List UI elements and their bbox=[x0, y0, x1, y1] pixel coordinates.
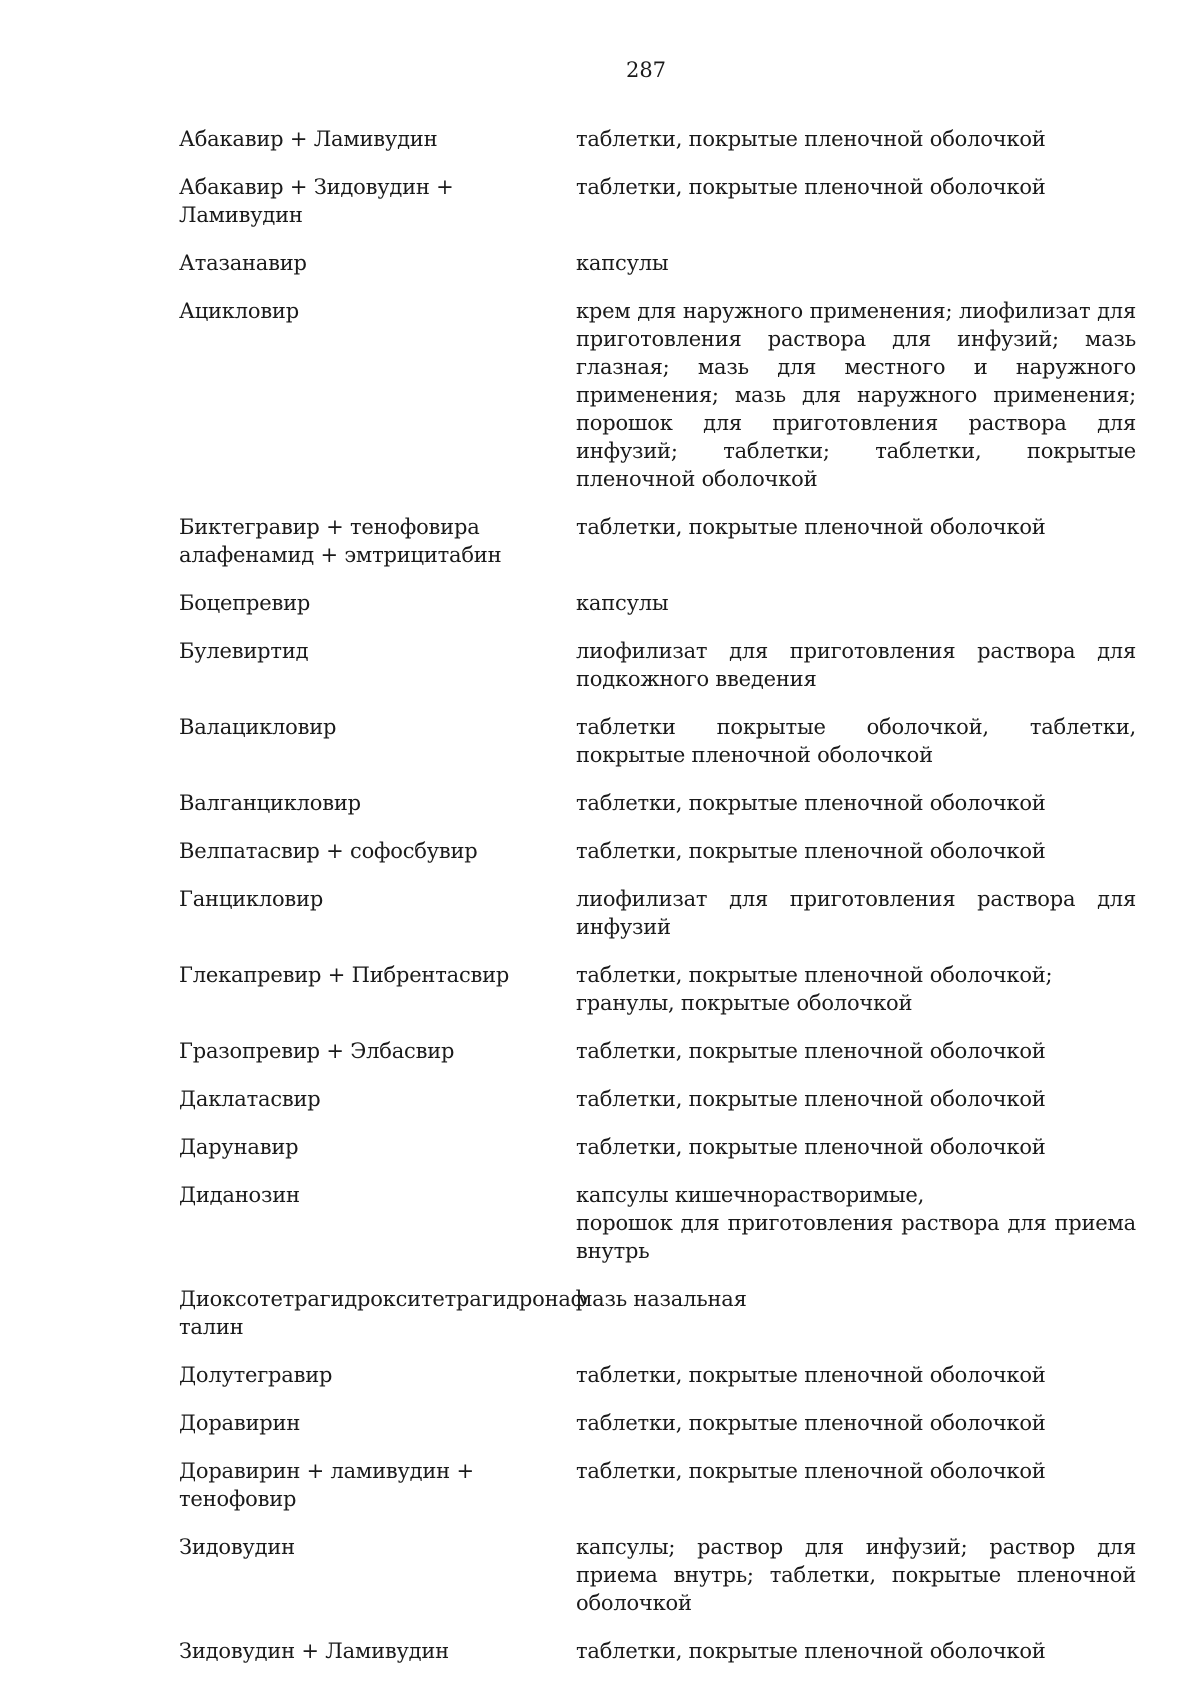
drug-name: Доравирин bbox=[179, 1411, 301, 1435]
drug-name: Даклатасвир bbox=[179, 1087, 321, 1111]
table-row bbox=[179, 1285, 1136, 1341]
drug-name: Боцепревир bbox=[179, 591, 311, 615]
drug-name: Абакавир + Зидовудин + Ламивудин bbox=[179, 175, 454, 227]
dosage-form: таблетки, покрытые пленочной оболочкой bbox=[576, 1039, 1046, 1063]
drug-name: Булевиртид bbox=[179, 639, 309, 663]
table-row bbox=[179, 1085, 1136, 1113]
dosage-form: таблетки, покрытые пленочной оболочкой bbox=[576, 839, 1046, 863]
drug-name: Диоксотетрагидрокситетрагидронаф талин bbox=[179, 1287, 587, 1339]
table-row bbox=[179, 1133, 1136, 1161]
dosage-form: таблетки, покрытые пленочной оболочкой; гранулы, покрытые оболочкой bbox=[576, 963, 1053, 1015]
dosage-form: таблетки, покрытые пленочной оболочкой bbox=[576, 127, 1046, 151]
drug-name: Зидовудин + Ламивудин bbox=[179, 1639, 449, 1663]
dosage-form: мазь назальная bbox=[576, 1287, 747, 1311]
dosage-form: таблетки, покрытые пленочной оболочкой bbox=[576, 1363, 1046, 1387]
drug-table bbox=[179, 125, 1136, 1685]
table-row bbox=[179, 713, 1136, 769]
dosage-form: капсулы кишечнорастворимые, порошок для приготовления раствора для приема внутрь bbox=[576, 1183, 1136, 1263]
drug-name: Ацикловир bbox=[179, 299, 299, 323]
table-row bbox=[179, 837, 1136, 865]
drug-name: Зидовудин bbox=[179, 1535, 295, 1559]
dosage-form: капсулы bbox=[576, 591, 669, 615]
dosage-form: таблетки, покрытые пленочной оболочкой bbox=[576, 1639, 1046, 1663]
drug-name: Биктегравир + тенофовира алафенамид + эмтрицитабин bbox=[179, 515, 502, 567]
dosage-form: капсулы; раствор для инфузий; раствор для приема внутрь; таблетки, покрытые пленочной оболочкой bbox=[576, 1535, 1136, 1615]
table-row bbox=[179, 297, 1136, 493]
drug-name: Валацикловир bbox=[179, 715, 337, 739]
table-row bbox=[179, 173, 1136, 229]
dosage-form: таблетки, покрытые пленочной оболочкой bbox=[576, 175, 1046, 199]
drug-name: Ганцикловир bbox=[179, 887, 324, 911]
table-row bbox=[179, 589, 1136, 617]
table-row bbox=[179, 1637, 1136, 1665]
table-row bbox=[179, 513, 1136, 569]
drug-name: Глекапревир + Пибрентасвир bbox=[179, 963, 510, 987]
drug-name: Валганцикловир bbox=[179, 791, 361, 815]
dosage-form: таблетки, покрытые пленочной оболочкой bbox=[576, 515, 1046, 539]
dosage-form: таблетки, покрытые пленочной оболочкой bbox=[576, 1411, 1046, 1435]
dosage-form: таблетки, покрытые пленочной оболочкой bbox=[576, 791, 1046, 815]
table-row bbox=[179, 1181, 1136, 1265]
dosage-form: крем для наружного применения; лиофилизат для приготовления раствора для инфузий; мазь глазная; мазь для местного и наружного применения; мазь для наружного применения; порошок для приготовления раствора для инфузий; таблетки; таблетки, покрытые пленочной оболочкой bbox=[576, 299, 1136, 491]
table-row bbox=[179, 125, 1136, 153]
table-row bbox=[179, 1361, 1136, 1389]
drug-name: Долутегравир bbox=[179, 1363, 333, 1387]
table-row bbox=[179, 1457, 1136, 1513]
table-row bbox=[179, 789, 1136, 817]
dosage-form: таблетки покрытые оболочкой, таблетки, покрытые пленочной оболочкой bbox=[576, 715, 1136, 767]
table-row bbox=[179, 1409, 1136, 1437]
page-number: 287 bbox=[625, 58, 667, 82]
table-row bbox=[179, 637, 1136, 693]
drug-name: Дарунавир bbox=[179, 1135, 299, 1159]
dosage-form: лиофилизат для приготовления раствора для инфузий bbox=[576, 887, 1136, 939]
drug-name: Диданозин bbox=[179, 1183, 300, 1207]
drug-name: Гразопревир + Элбасвир bbox=[179, 1039, 455, 1063]
table-row bbox=[179, 885, 1136, 941]
table-row bbox=[179, 1037, 1136, 1065]
table-row bbox=[179, 1533, 1136, 1617]
dosage-form: капсулы bbox=[576, 251, 669, 275]
dosage-form: таблетки, покрытые пленочной оболочкой bbox=[576, 1135, 1046, 1159]
table-row bbox=[179, 961, 1136, 1017]
dosage-form: таблетки, покрытые пленочной оболочкой bbox=[576, 1459, 1046, 1483]
drug-name: Велпатасвир + софосбувир bbox=[179, 839, 478, 863]
drug-name: Абакавир + Ламивудин bbox=[179, 127, 438, 151]
table-row bbox=[179, 249, 1136, 277]
dosage-form: таблетки, покрытые пленочной оболочкой bbox=[576, 1087, 1046, 1111]
drug-name: Атазанавир bbox=[179, 251, 307, 275]
dosage-form: лиофилизат для приготовления раствора для подкожного введения bbox=[576, 639, 1136, 691]
drug-name: Доравирин + ламивудин + тенофовир bbox=[179, 1459, 474, 1511]
